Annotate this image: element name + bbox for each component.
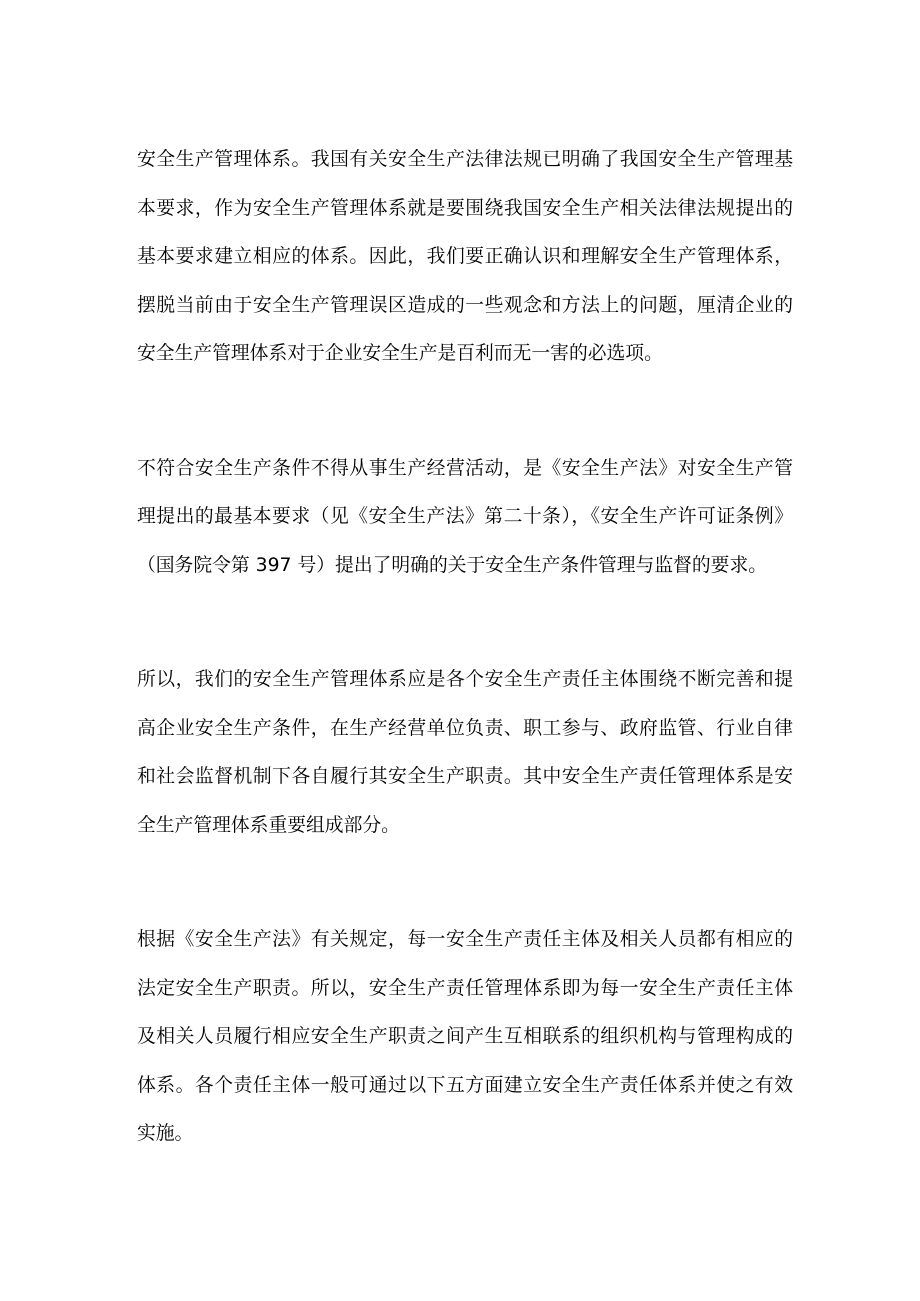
paragraph-legal-responsibilities: 根据《安全生产法》有关规定，每一安全生产责任主体及相关人员都有相应的法定安全生产职责。所以，安全生产责任管理体系即为每一安全生产责任主体及相关人员履行相应安全生产职责之间产生互相联系的组织机构与管理构成的体系。各个责任主体一般可通过以下五方面建立安全生产责任体系并使之有效实施。 [137, 929, 793, 1144]
document-body [137, 136, 793, 1225]
paragraph-safety-production-conditions: 不符合安全生产条件不得从事生产经营活动，是《安全生产法》对安全生产管理提出的最基本要求（见《安全生产法》第二十条），《安全生产许可证条例》（国务院令第 397 号）提出了明确的关于安全生产条件管理与监督的要求。 [137, 457, 793, 576]
paragraph-responsibility-subjects: 所以，我们的安全生产管理体系应是各个安全生产责任主体围绕不断完善和提高企业安全生产条件，在生产经营单位负责、职工参与、政府监管、行业自律和社会监督机制下各自履行其安全生产职责。其中安全生产责任管理体系是安全生产管理体系重要组成部分。 [137, 669, 793, 836]
paragraph-safety-management-system: 安全生产管理体系。我国有关安全生产法律法规已明确了我国安全生产管理基本要求，作为安全生产管理体系就是要围绕我国安全生产相关法律法规提出的基本要求建立相应的体系。因此，我们要正确认识和理解安全生产管理体系，摆脱当前由于安全生产管理误区造成的一些观念和方法上的问题，厘清企业的安全生产管理体系对于企业安全生产是百利而无一害的必选项。 [137, 149, 793, 364]
